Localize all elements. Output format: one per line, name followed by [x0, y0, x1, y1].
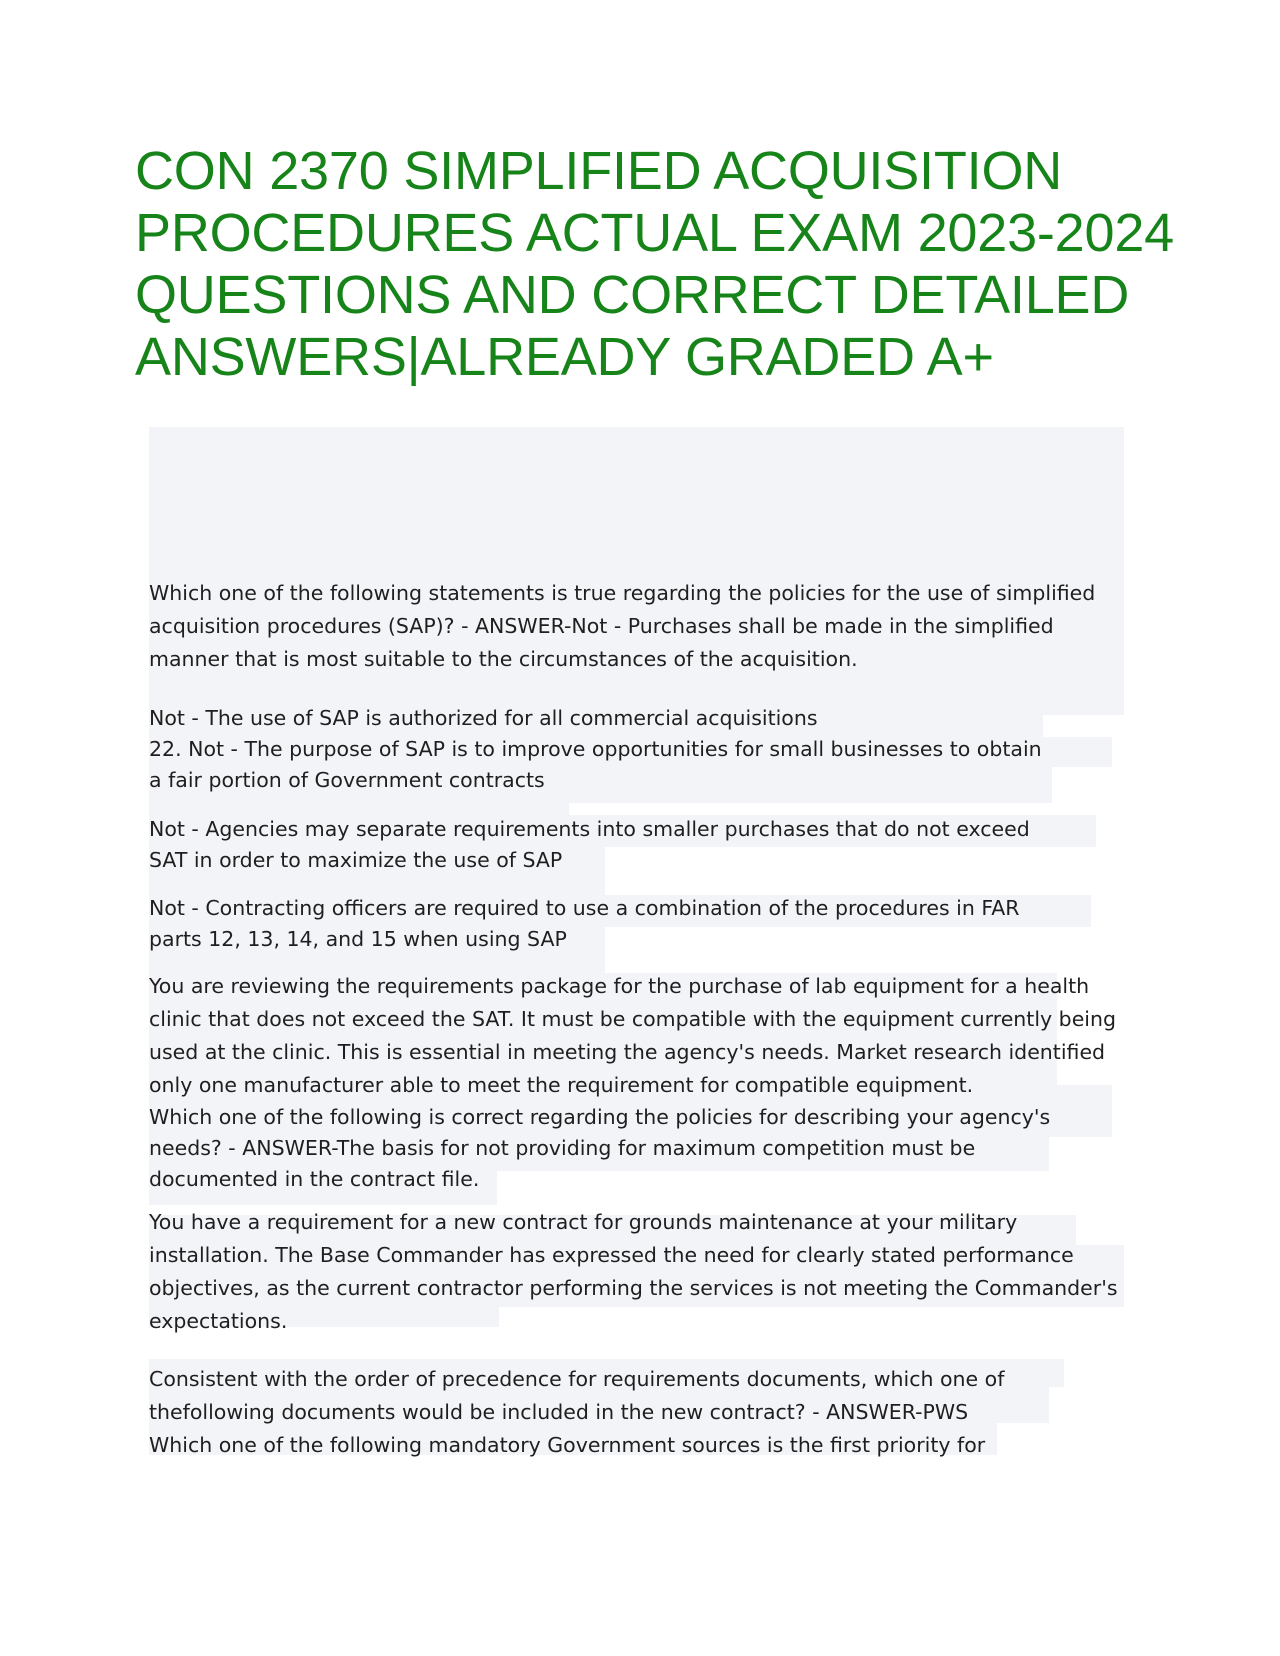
title-line: QUESTIONS AND CORRECT DETAILED	[135, 265, 1130, 325]
text-line: installation. The Base Commander has expressed the need for clearly stated performance	[149, 1243, 1074, 1267]
text-line: Consistent with the order of precedence for requirements documents, which one of	[149, 1367, 1005, 1391]
text-line: used at the clinic. This is essential in meeting the agency's needs. Market research identified	[149, 1040, 1106, 1064]
text-line: You are reviewing the requirements package for the purchase of lab equipment for a health	[149, 974, 1090, 998]
title-line: CON 2370 SIMPLIFIED ACQUISITION	[135, 141, 1063, 201]
text-line: expectations.	[149, 1309, 288, 1333]
text-line: Not - Agencies may separate requirements into smaller purchases that do not exceed	[149, 817, 1030, 841]
qa-paragraph	[149, 1206, 1118, 1338]
text-line: documented in the contract file.	[149, 1167, 480, 1191]
text-line: Not - The use of SAP is authorized for all commercial acquisitions	[149, 706, 818, 730]
text-line: You have a requirement for a new contract for grounds maintenance at your military	[149, 1210, 1018, 1234]
text-line: Which one of the following statements is true regarding the policies for the use of simplified	[149, 581, 1096, 605]
document-title	[135, 140, 1225, 388]
qa-paragraph	[149, 970, 1116, 1195]
qa-paragraph	[149, 893, 1020, 955]
text-line: clinic that does not exceed the SAT. It must be compatible with the equipment currently being	[149, 1007, 1117, 1031]
qa-paragraph	[149, 814, 1030, 876]
text-line: only one manufacturer able to meet the requirement for compatible equipment.	[149, 1073, 974, 1097]
text-line: acquisition procedures (SAP)? - ANSWER-Not - Purchases shall be made in the simplified	[149, 614, 1054, 638]
text-line: SAT in order to maximize the use of SAP	[149, 848, 563, 872]
qa-paragraph	[149, 1363, 1004, 1462]
text-line: a fair portion of Government contracts	[149, 768, 545, 792]
text-line: thefollowing documents would be included in the new contract? - ANSWER-PWS	[149, 1400, 969, 1424]
text-line: parts 12, 13, 14, and 15 when using SAP	[149, 927, 567, 951]
text-line: Which one of the following mandatory Government sources is the first priority for	[149, 1433, 986, 1457]
text-line: needs? - ANSWER-The basis for not providing for maximum competition must be	[149, 1136, 976, 1160]
text-line: Which one of the following is correct regarding the policies for describing your agency's	[149, 1105, 1051, 1129]
text-line: manner that is most suitable to the circumstances of the acquisition.	[149, 647, 858, 671]
qa-paragraph	[149, 703, 1042, 796]
text-line: 22. Not - The purpose of SAP is to improve opportunities for small businesses to obtain	[149, 737, 1042, 761]
title-line: ANSWERS|ALREADY GRADED A+	[135, 327, 994, 387]
text-line: objectives, as the current contractor performing the services is not meeting the Commander's	[149, 1276, 1118, 1300]
qa-paragraph	[149, 577, 1095, 676]
title-line: PROCEDURES ACTUAL EXAM 2023-2024	[135, 203, 1175, 263]
text-line: Not - Contracting officers are required to use a combination of the procedures in FAR	[149, 896, 1020, 920]
